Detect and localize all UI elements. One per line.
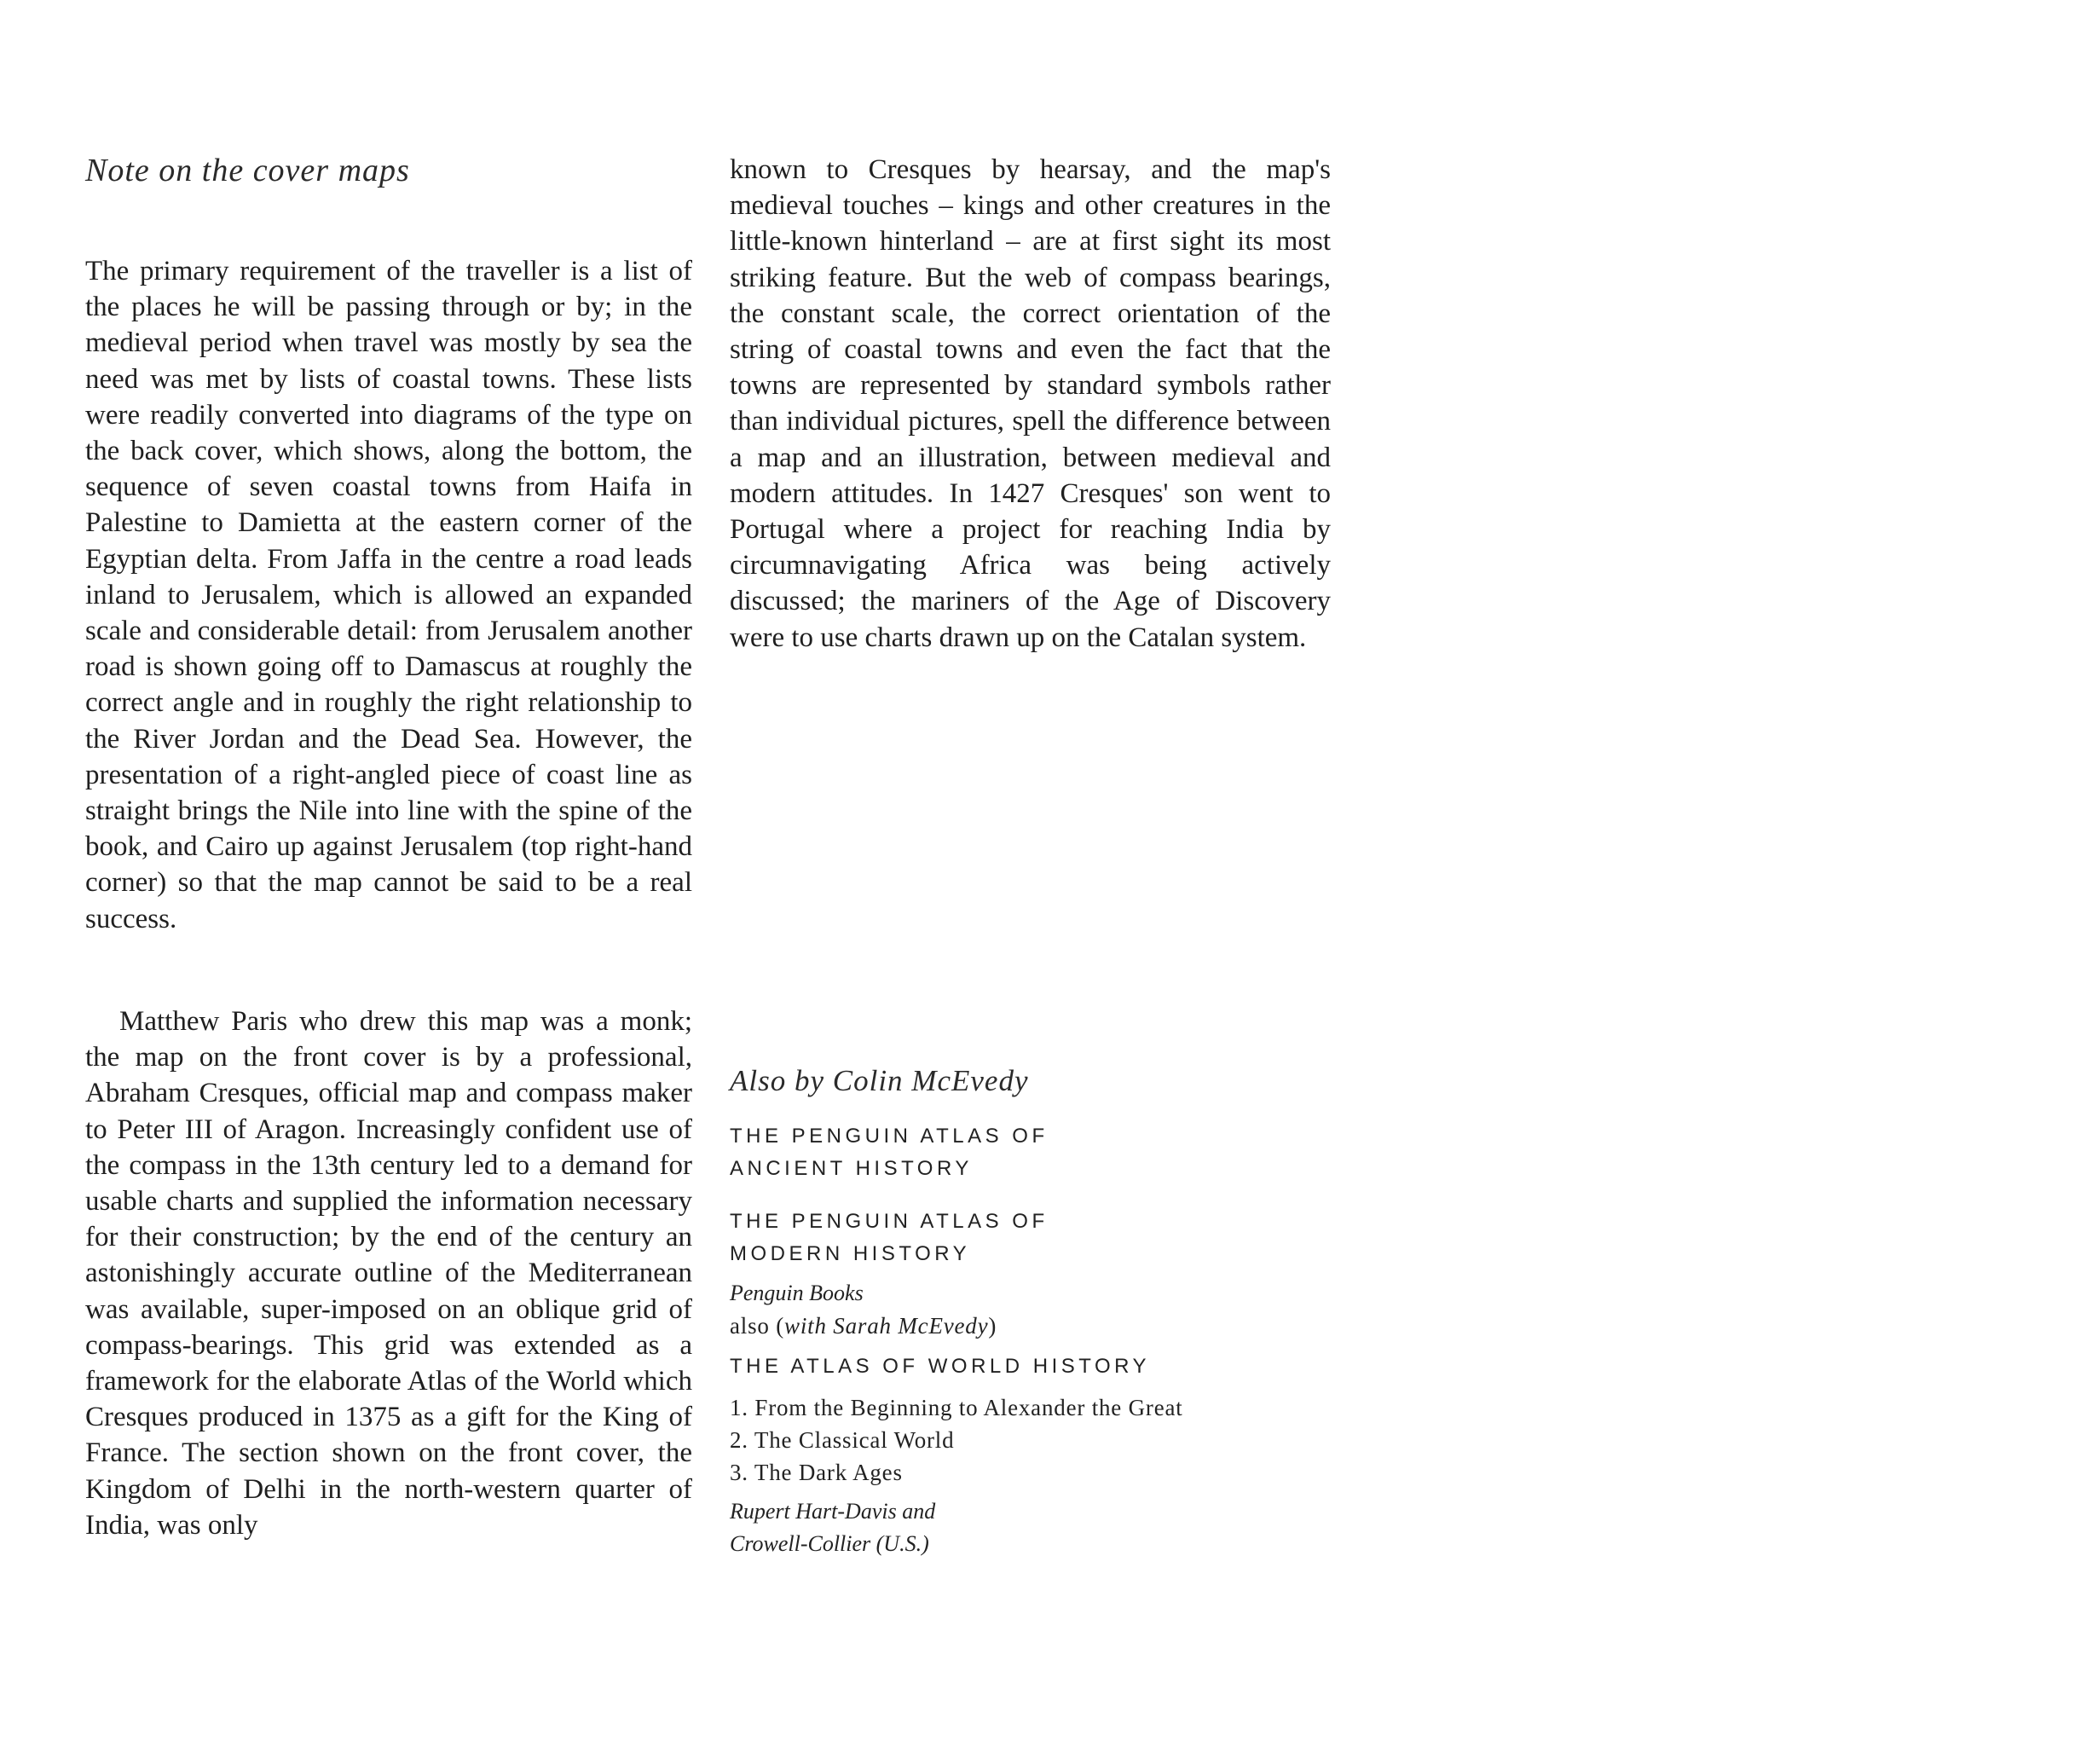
publisher-penguin: Penguin Books — [730, 1281, 864, 1305]
spacer — [730, 1383, 1331, 1391]
also-with-line — [730, 1310, 1331, 1342]
paragraph-matthew-paris: Matthew Paris who drew this map was a monk; the map on the front cover is by a professional, Abraham Cresques, official map and compass maker to Peter III of Aragon. Increasingly confident use of the compass in the 13th century led to a demand for usable charts and supplied the information necessary for their construction; by the end of the century an astonishingly accurate outline of the Mediterranean was available, super-imposed on an oblique grid of compass-bearings. This grid was extended as a framework for the elaborate Atlas of the World which Cresques produced in 1375 as a gift for the King of France. The section shown on the front cover, the Kingdom of Delhi in the north-western quarter of India, was only — [85, 1006, 692, 1541]
also-prefix: also ( — [730, 1313, 785, 1339]
cover-maps-heading: Note on the cover maps — [85, 153, 410, 188]
spacer — [730, 1342, 1331, 1350]
book-title-world-history: THE ATLAS OF WORLD HISTORY — [730, 1355, 1151, 1378]
spacer — [730, 1489, 1331, 1495]
also-by-heading: Also by Colin McEvedy — [730, 1064, 1029, 1097]
volume-item: 3. The Dark Ages — [730, 1460, 903, 1485]
volume-item: 1. From the Beginning to Alexander the Great — [730, 1395, 1183, 1420]
book-title-modern-line-1: THE PENGUIN ATLAS OF — [730, 1210, 1049, 1233]
book-title-modern-line-2: MODERN HISTORY — [730, 1242, 971, 1265]
also-by-section — [730, 1064, 1331, 1560]
publisher-hart-davis-line-1: Rupert Hart-Davis and — [730, 1499, 936, 1524]
paragraph-traveller: The primary requirement of the traveller is a list of the places he will be passing through or by; in the medieval period when travel was mostly by sea the need was met by lists of coastal towns. These lists were readily converted into diagrams of the type on the back cover, which shows, along the bottom, the sequence of seven coastal towns from Haifa in Palestine to Damietta at the eastern corner of the Egyptian delta. From Jaffa in the centre a road leads inland to Jerusalem, which is allowed an expanded scale and considerable detail: from Jerusalem another road is shown going off to Damascus at roughly the correct angle and in roughly the right relationship to the River Jordan and the Dead Sea. However, the presentation of a right-angled piece of coast line as straight brings the Nile into line with the spine of the book, and Cairo up against Jerusalem (top right-hand corner) so that the map cannot be said to be a real success. — [85, 256, 692, 934]
volume-item: 2. The Classical World — [730, 1427, 955, 1453]
spacer — [730, 1185, 1331, 1206]
book-title-ancient-line-2: ANCIENT HISTORY — [730, 1157, 973, 1180]
volume-list — [730, 1391, 1331, 1489]
spacer — [730, 1270, 1331, 1277]
publisher-hart-davis-line-2: Crowell-Collier (U.S.) — [730, 1531, 929, 1556]
book-title-ancient-line-1: THE PENGUIN ATLAS OF — [730, 1125, 1049, 1148]
also-suffix: ) — [988, 1313, 997, 1339]
spacer — [730, 1098, 1331, 1120]
paragraph-cresques: known to Cresques by hearsay, and the map's medieval touches – kings and other creatures in the little-known hinterland – are at first sight its most striking feature. But the web of compass bearings, the constant scale, the correct orientation of the string of coastal towns and even the fact that the towns are represented by standard symbols rather than individual pictures, spell the difference between a map and an illustration, between medieval and modern attitudes. In 1427 Cresques' son went to Portugal where a project for reaching India by circumnavigating Africa was being actively discussed; the mariners of the Age of Discovery were to use charts drawn up on the Catalan system. — [730, 154, 1331, 653]
coauthor-name: with Sarah McEvedy — [784, 1313, 989, 1339]
